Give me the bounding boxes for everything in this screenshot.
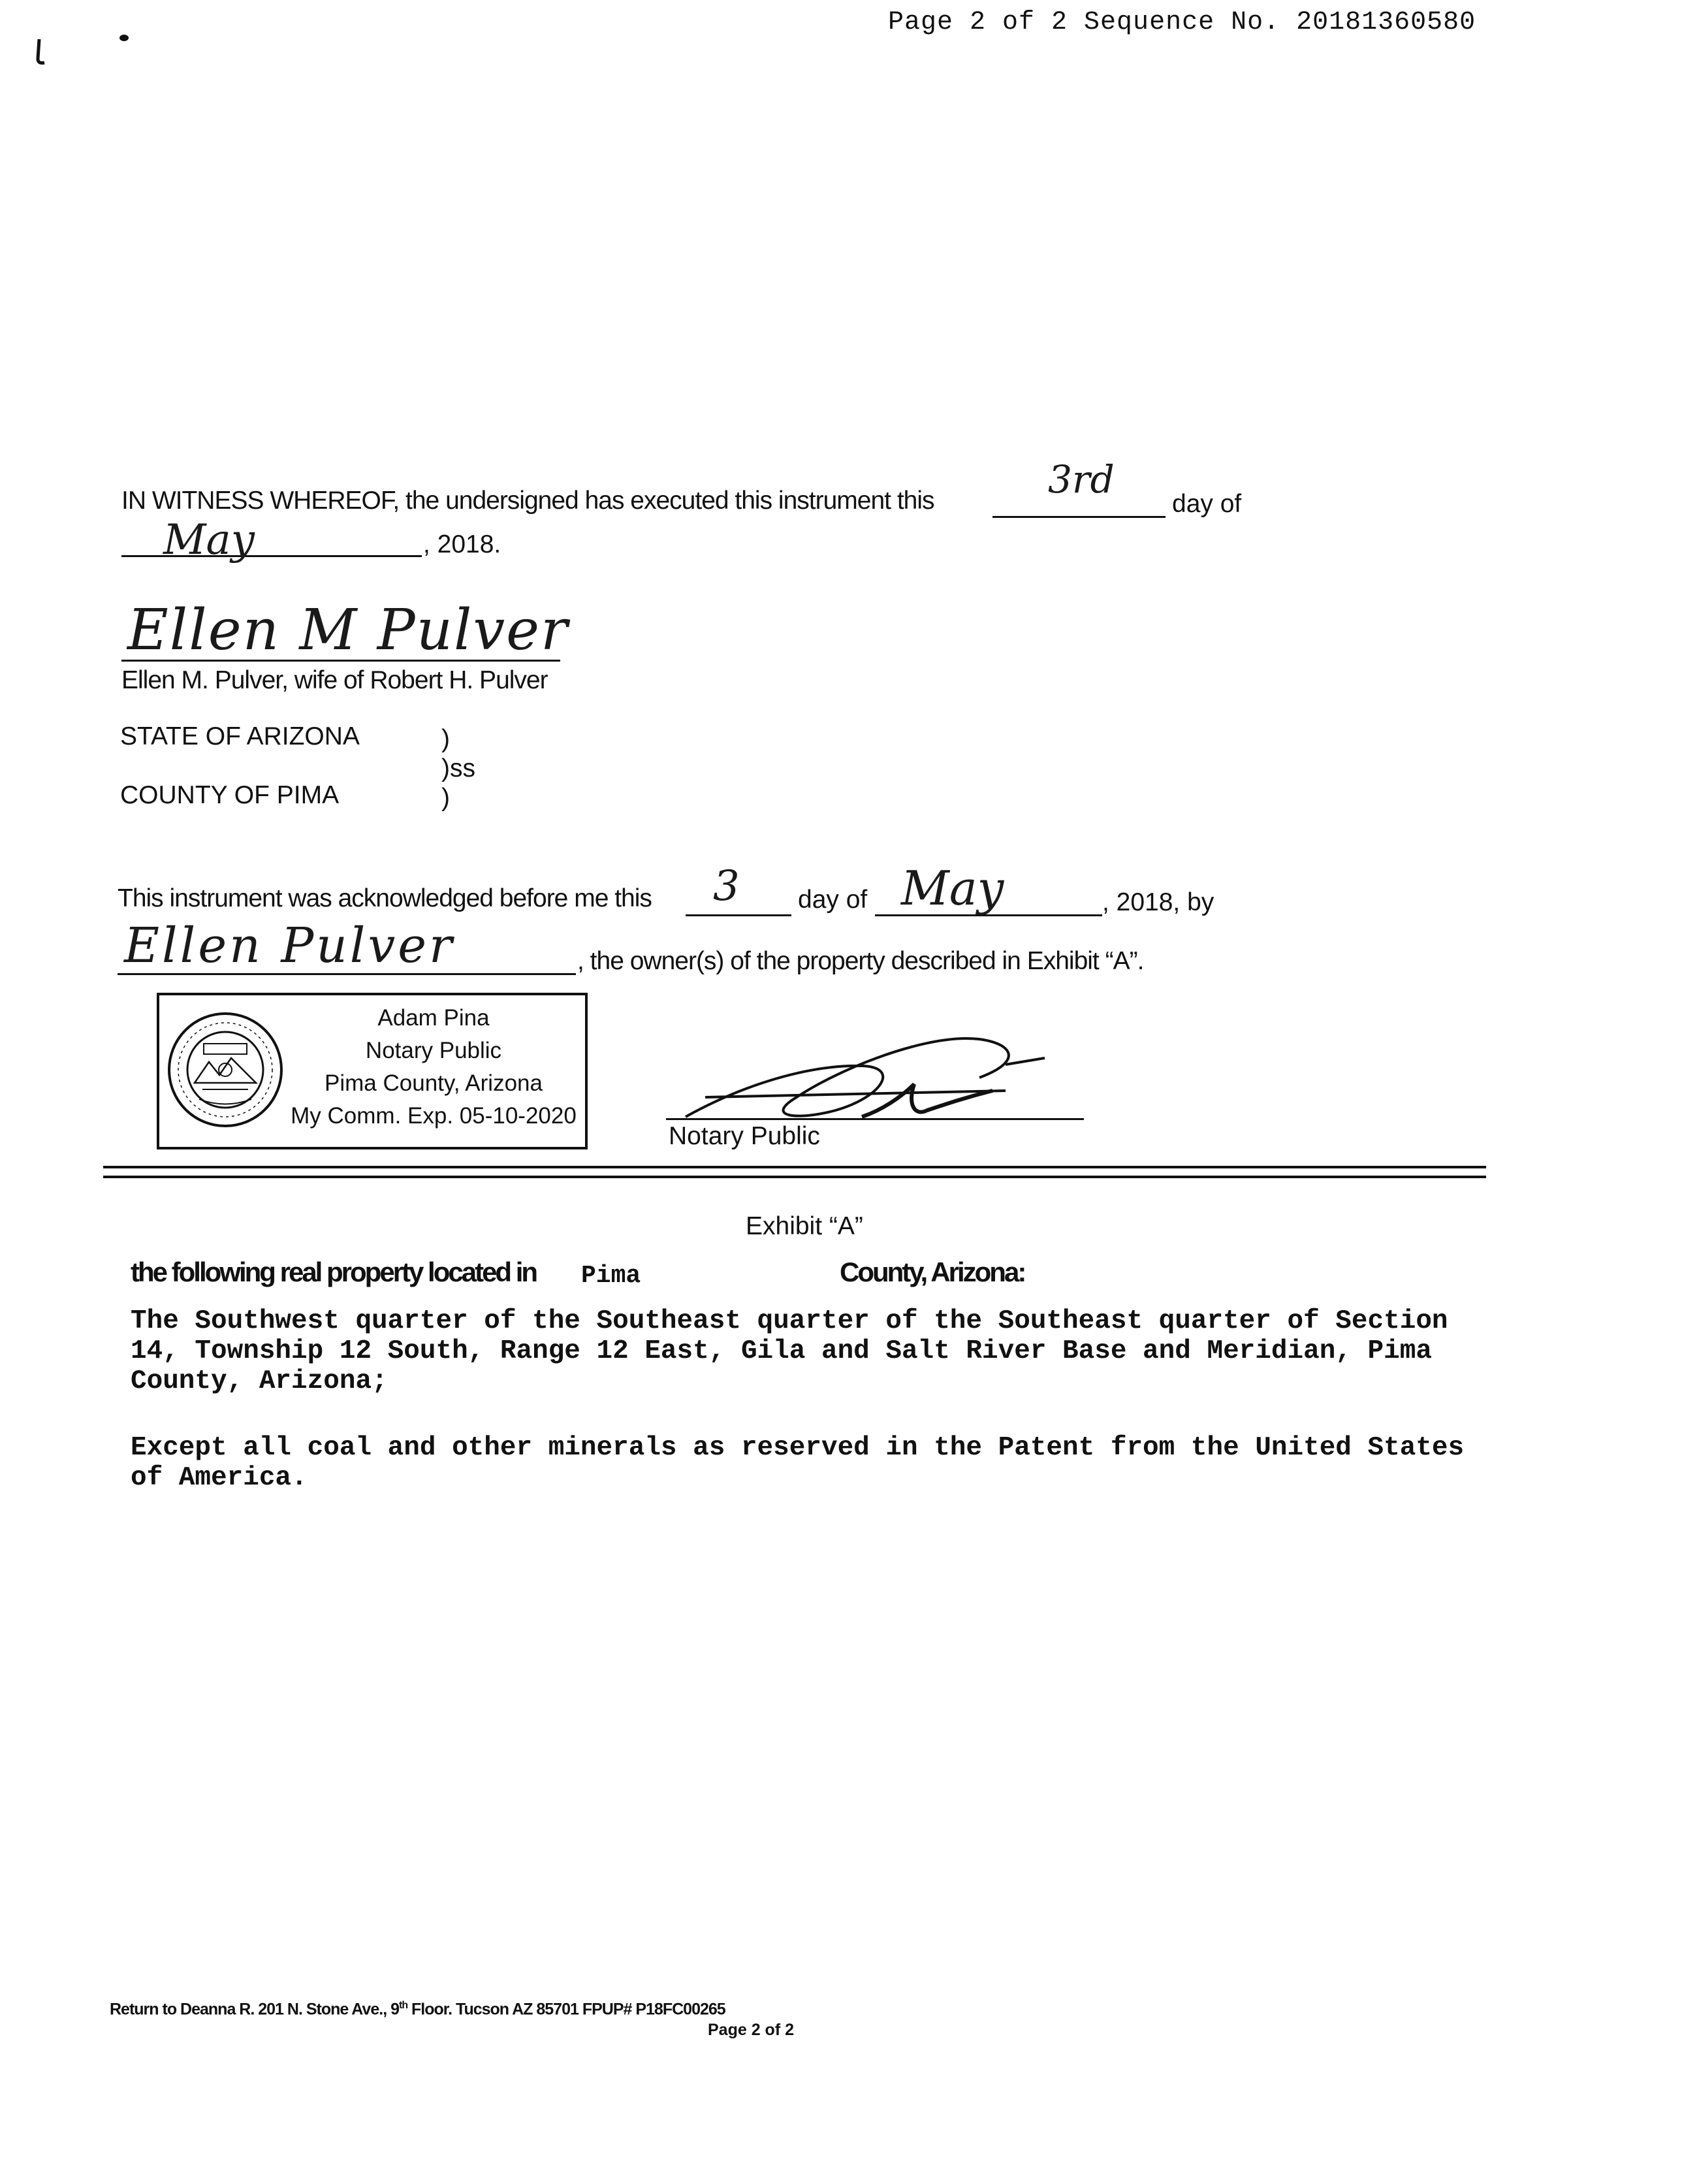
notary-stamp bbox=[157, 993, 588, 1149]
except-line-2: of America. bbox=[131, 1463, 308, 1493]
venue-ss: )ss bbox=[441, 754, 475, 782]
legal-description bbox=[131, 1306, 1448, 1396]
legal-line-1: The Southwest quarter of the Southeast quarter of the Southeast quarter of Section bbox=[131, 1306, 1448, 1336]
signer-name: Ellen M. Pulver, wife of Robert H. Pulver bbox=[121, 666, 548, 694]
notary-title: Notary Public bbox=[365, 1038, 502, 1063]
witness-day-of: day of bbox=[1172, 490, 1242, 518]
footer-return-to: Return to Deanna R. 201 N. Stone Ave., 9 bbox=[110, 2000, 399, 2019]
exhibit-county-value: Pima bbox=[581, 1262, 641, 1290]
witness-intro: IN WITNESS WHEREOF, the undersigned has executed this instrument this bbox=[121, 487, 934, 515]
exhibit-lead: the following real property located in bbox=[131, 1257, 537, 1287]
ack-day-line bbox=[686, 914, 791, 916]
exhibit-county-suffix: County, Arizona: bbox=[840, 1257, 1025, 1287]
notary-name: Adam Pina bbox=[377, 1005, 490, 1031]
venue-county: COUNTY OF PIMA bbox=[120, 781, 340, 809]
ack-month-value: May bbox=[901, 861, 1004, 916]
venue-paren-bottom: ) bbox=[441, 784, 450, 812]
ack-intro: This instrument was acknowledged before me this bbox=[118, 884, 652, 912]
venue-state: STATE OF ARIZONA bbox=[120, 722, 360, 750]
ack-day-of: day of bbox=[798, 886, 868, 914]
ack-day-value: 3 bbox=[713, 862, 740, 910]
signer-signature-line bbox=[121, 660, 560, 662]
separator-rule-bottom bbox=[103, 1176, 1486, 1178]
exhibit-title: Exhibit “A” bbox=[746, 1212, 863, 1240]
signer-signature: Ellen M Pulver bbox=[127, 598, 569, 663]
witness-year: , 2018. bbox=[423, 530, 501, 558]
footer-page: Page 2 of 2 bbox=[708, 2021, 794, 2039]
notary-signature-label: Notary Public bbox=[669, 1122, 820, 1150]
venue-paren-top: ) bbox=[441, 725, 450, 753]
witness-month-value: May bbox=[163, 516, 255, 564]
page-sequence-header: Page 2 of 2 Sequence No. 20181360580 bbox=[888, 8, 1476, 37]
mineral-exception bbox=[131, 1433, 1464, 1493]
except-line-1: Except all coal and other minerals as reserved in the Patent from the United States bbox=[131, 1433, 1465, 1463]
legal-line-2: 14, Township 12 South, Range 12 East, Gila and Salt River Base and Meridian, Pima bbox=[131, 1336, 1432, 1366]
ack-owner-text: , the owner(s) of the property described in Exhibit “A”. bbox=[577, 947, 1144, 975]
footer-return-rest: Floor. Tucson AZ 85701 FPUP# P18FC00265 bbox=[407, 2000, 725, 2019]
witness-day-value: 3rd bbox=[1048, 457, 1115, 502]
notary-location: Pima County, Arizona bbox=[325, 1070, 543, 1096]
ack-year-by: , 2018, by bbox=[1102, 888, 1214, 916]
notary-signature-line bbox=[666, 1118, 1084, 1120]
scan-specks bbox=[26, 26, 144, 78]
separator-rule-top bbox=[103, 1166, 1486, 1168]
legal-line-3: County, Arizona; bbox=[131, 1366, 388, 1396]
footer-return-address bbox=[110, 2000, 725, 2019]
arizona-seal-icon bbox=[163, 1004, 287, 1135]
ack-signer-value: Ellen Pulver bbox=[124, 918, 455, 974]
notary-commission: My Comm. Exp. 05-10-2020 bbox=[291, 1103, 577, 1129]
witness-day-line bbox=[992, 516, 1166, 518]
footer-floor-sup: th bbox=[398, 2000, 408, 2011]
